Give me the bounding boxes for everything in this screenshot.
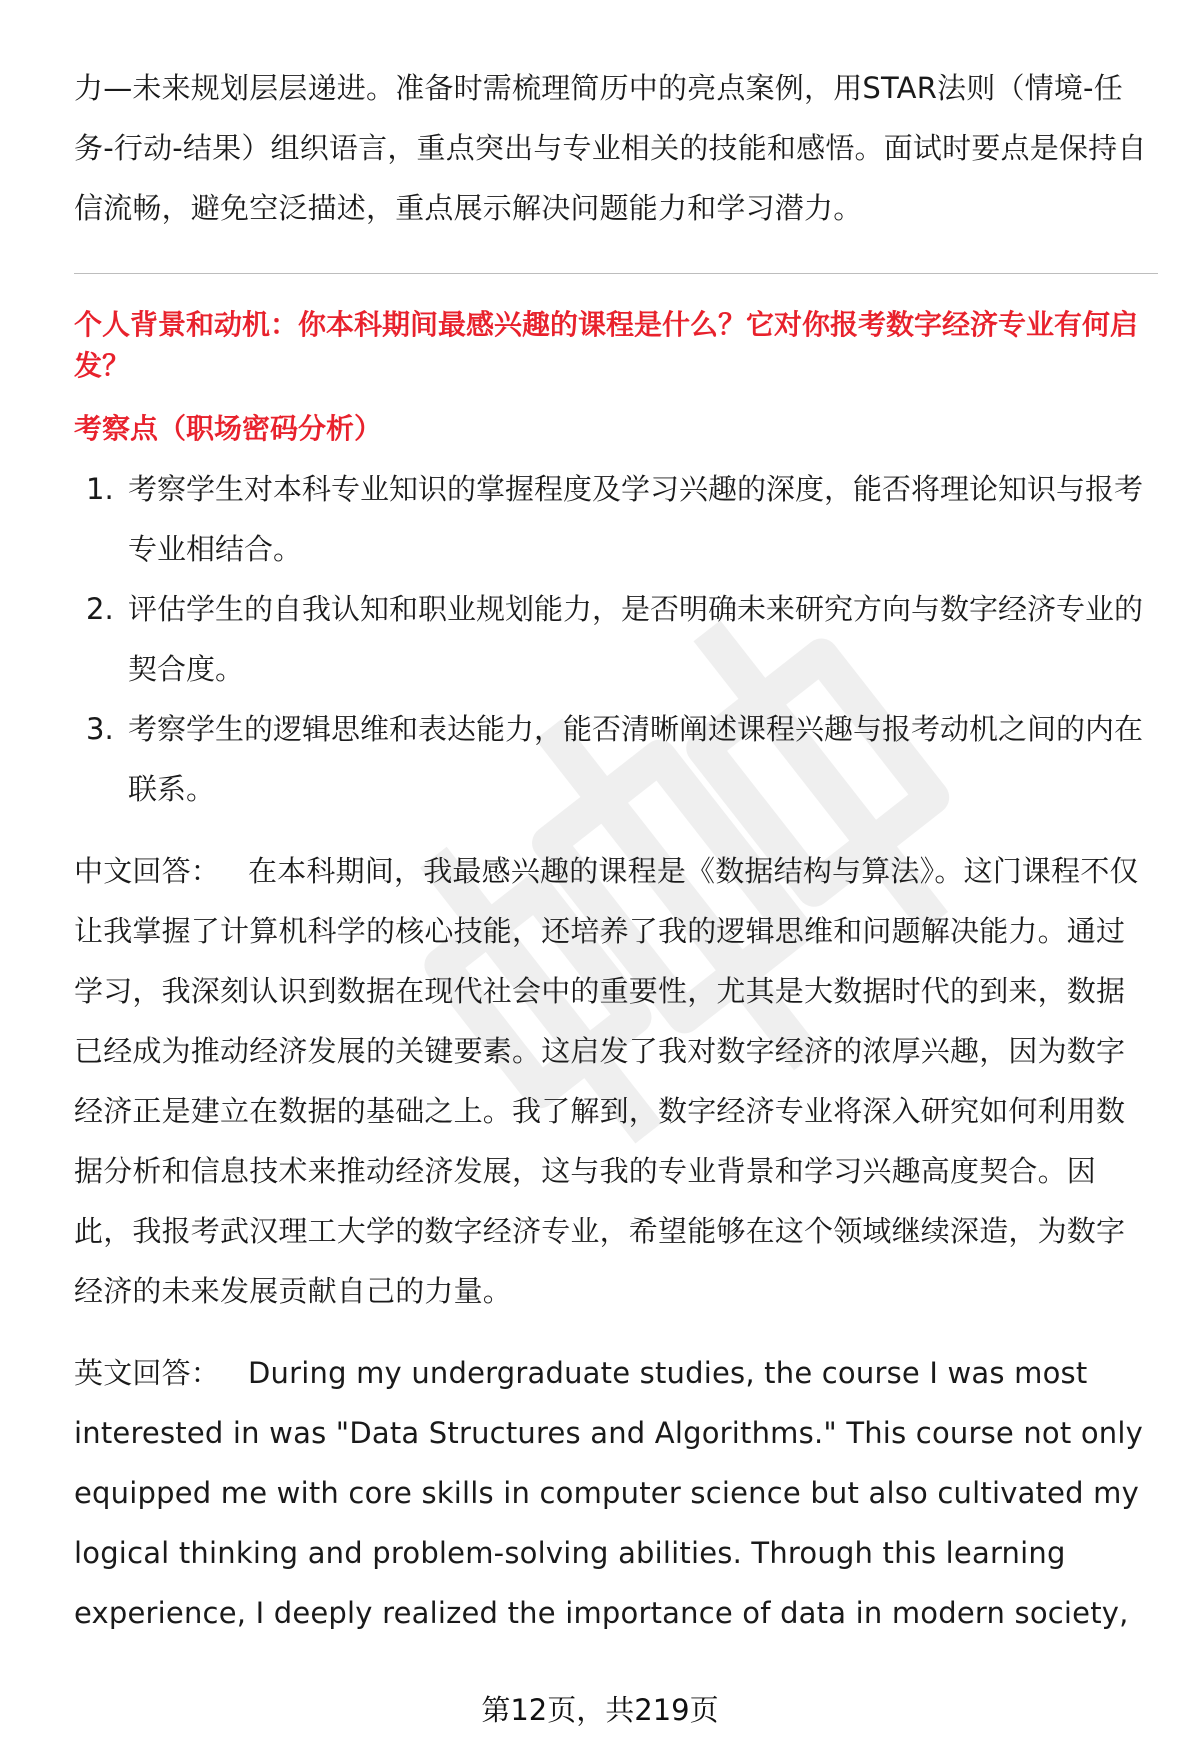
intro-paragraph: 力—未来规划层层递进。准备时需梳理简历中的亮点案例，用STAR法则（情境-任务-行动-结果）组织语言，重点突出与专业相关的技能和感悟。面试时要点是保持自信流畅，避免空泛描述，重点展示解决问题能力和学习潜力。: [74, 71, 1147, 225]
focus-heading: 考察点（职场密码分析）: [74, 412, 383, 445]
document-page: [74, 58, 1154, 1643]
list-item-number: 3.: [86, 712, 114, 746]
list-item-text: 考察学生的逻辑思维和表达能力，能否清晰阐述课程兴趣与报考动机之间的内在联系。: [128, 712, 1144, 806]
english-answer-label: 英文回答：: [74, 1356, 221, 1390]
list-item-text: 考察学生对本科专业知识的掌握程度及学习兴趣的深度，能否将理论知识与报考专业相结合。: [128, 472, 1144, 566]
english-answer: [74, 1343, 1154, 1643]
focus-points-list: [74, 459, 1154, 819]
english-answer-text: During my undergraduate studies, the course I was most interested in was "Data Structures and Algorithms." This course not only equipped me with core skills in computer science but also cultivated my logical thinking and problem-solving abilities. Through this learning experience, I deeply realized the importance of data in modern society,: [74, 1356, 1144, 1630]
chinese-answer: [74, 841, 1154, 1321]
list-item: [74, 579, 1154, 699]
question-heading: 个人背景和动机：你本科期间最感兴趣的课程是什么？它对你报考数字经济专业有何启发？: [74, 308, 1139, 382]
list-item-text: 评估学生的自我认知和职业规划能力，是否明确未来研究方向与数字经济专业的契合度。: [128, 592, 1144, 686]
chinese-answer-label: 中文回答：: [74, 854, 221, 888]
list-item-number: 1.: [86, 472, 114, 506]
page-number-footer: 第12页，共219页: [481, 1693, 719, 1727]
list-item-number: 2.: [86, 592, 114, 626]
section-divider: [74, 273, 1158, 274]
list-item: [74, 699, 1154, 819]
chinese-answer-text: 在本科期间，我最感兴趣的课程是《数据结构与算法》。这门课程不仅让我掌握了计算机科学的核心技能，还培养了我的逻辑思维和问题解决能力。通过学习，我深刻认识到数据在现代社会中的重要性，尤其是大数据时代的到来，数据已经成为推动经济发展的关键要素。这启发了我对数字经济的浓厚兴趣，因为数字经济正是建立在数据的基础之上。我了解到，数字经济专业将深入研究如何利用数据分析和信息技术来推动经济发展，这与我的专业背景和学习兴趣高度契合。因此，我报考武汉理工大学的数字经济专业，希望能够在这个领域继续深造，为数字经济的未来发展贡献自己的力量。: [74, 854, 1139, 1308]
list-item: [74, 459, 1154, 579]
